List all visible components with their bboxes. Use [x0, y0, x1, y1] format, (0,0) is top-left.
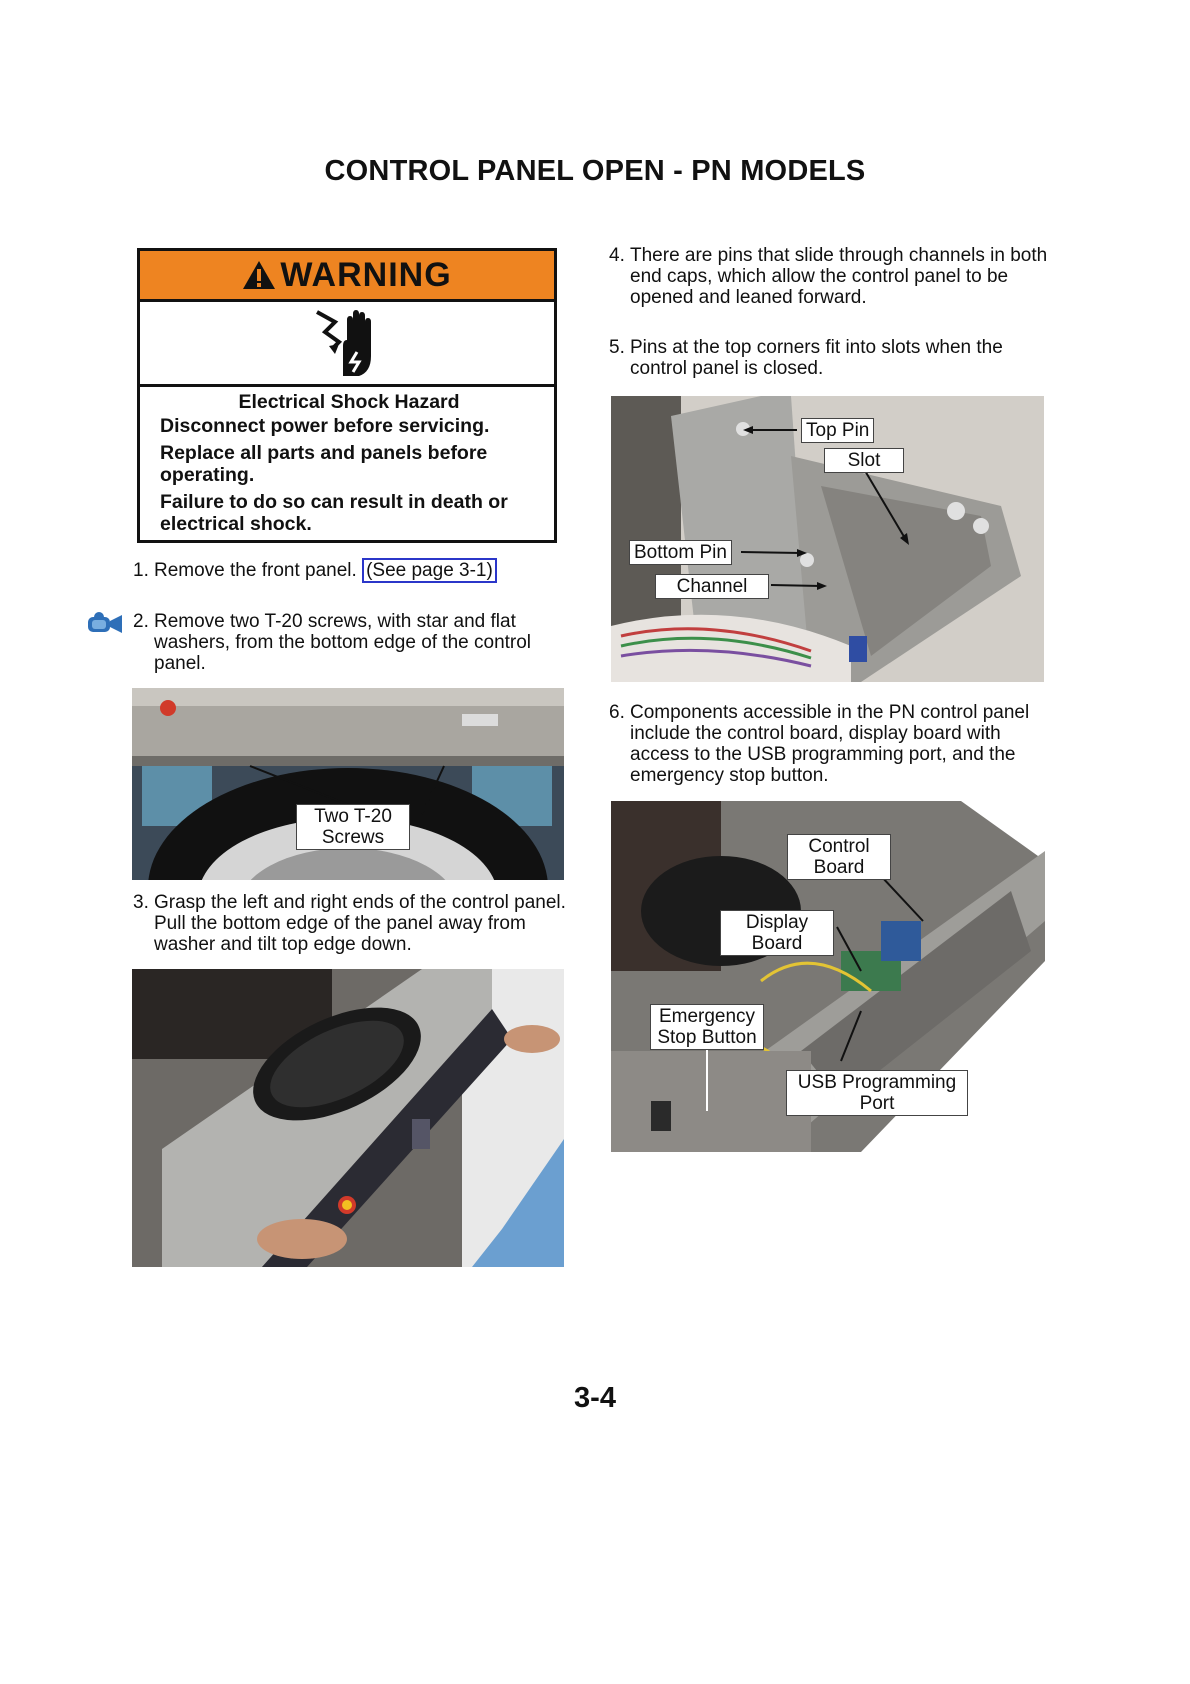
- callout-top-pin: Top Pin: [801, 418, 874, 443]
- see-page-link[interactable]: (See page 3-1): [362, 558, 497, 583]
- warning-box: [137, 248, 557, 543]
- callout-channel: Channel: [655, 574, 769, 599]
- step-1: 1. Remove the front panel. (See page 3-1): [133, 560, 563, 581]
- step-6: 6. Components accessible in the PN control panel include the control board, display board with access to the USB programming port, and the emergency stop button.: [609, 702, 1030, 786]
- warning-label: WARNING: [280, 255, 452, 294]
- warning-line: Replace all parts and panels before operating.: [160, 442, 488, 486]
- callout-screws: Two T-20 Screws: [296, 804, 410, 850]
- step-3: 3. Grasp the left and right ends of the control panel. Pull the bottom edge of the panel away from washer and tilt top edge down.: [133, 892, 566, 955]
- warning-triangle-icon: [242, 260, 276, 290]
- callout-estop: Emergency Stop Button: [650, 1004, 764, 1050]
- callout-usb: USB Programming Port: [786, 1070, 968, 1116]
- photo-screws: [132, 688, 564, 880]
- callout-slot: Slot: [824, 448, 904, 473]
- callout-display-board: Display Board: [720, 910, 834, 956]
- warning-header: [140, 251, 554, 302]
- page-title: CONTROL PANEL OPEN - PN MODELS: [324, 155, 866, 187]
- step-4: 4. There are pins that slide through channels in both end caps, which allow the control panel to be opened and leaned forward.: [609, 245, 1048, 308]
- electrical-shock-hand-icon: [307, 306, 387, 380]
- callout-control-board: Control Board: [787, 834, 891, 880]
- warning-line: Failure to do so can result in death or electrical shock.: [160, 491, 508, 535]
- hazard-title: Electrical Shock Hazard: [238, 391, 460, 413]
- callout-bottom-pin: Bottom Pin: [629, 540, 732, 565]
- warning-line: Disconnect power before servicing.: [160, 415, 490, 437]
- step-5: 5. Pins at the top corners fit into slots when the control panel is closed.: [609, 337, 1003, 379]
- page-number: 3-4: [574, 1382, 616, 1414]
- photo-tilt-panel: [132, 969, 564, 1267]
- video-camera-icon[interactable]: [86, 612, 126, 636]
- step-2: 2. Remove two T-20 screws, with star and flat washers, from the bottom edge of the control panel.: [133, 611, 532, 674]
